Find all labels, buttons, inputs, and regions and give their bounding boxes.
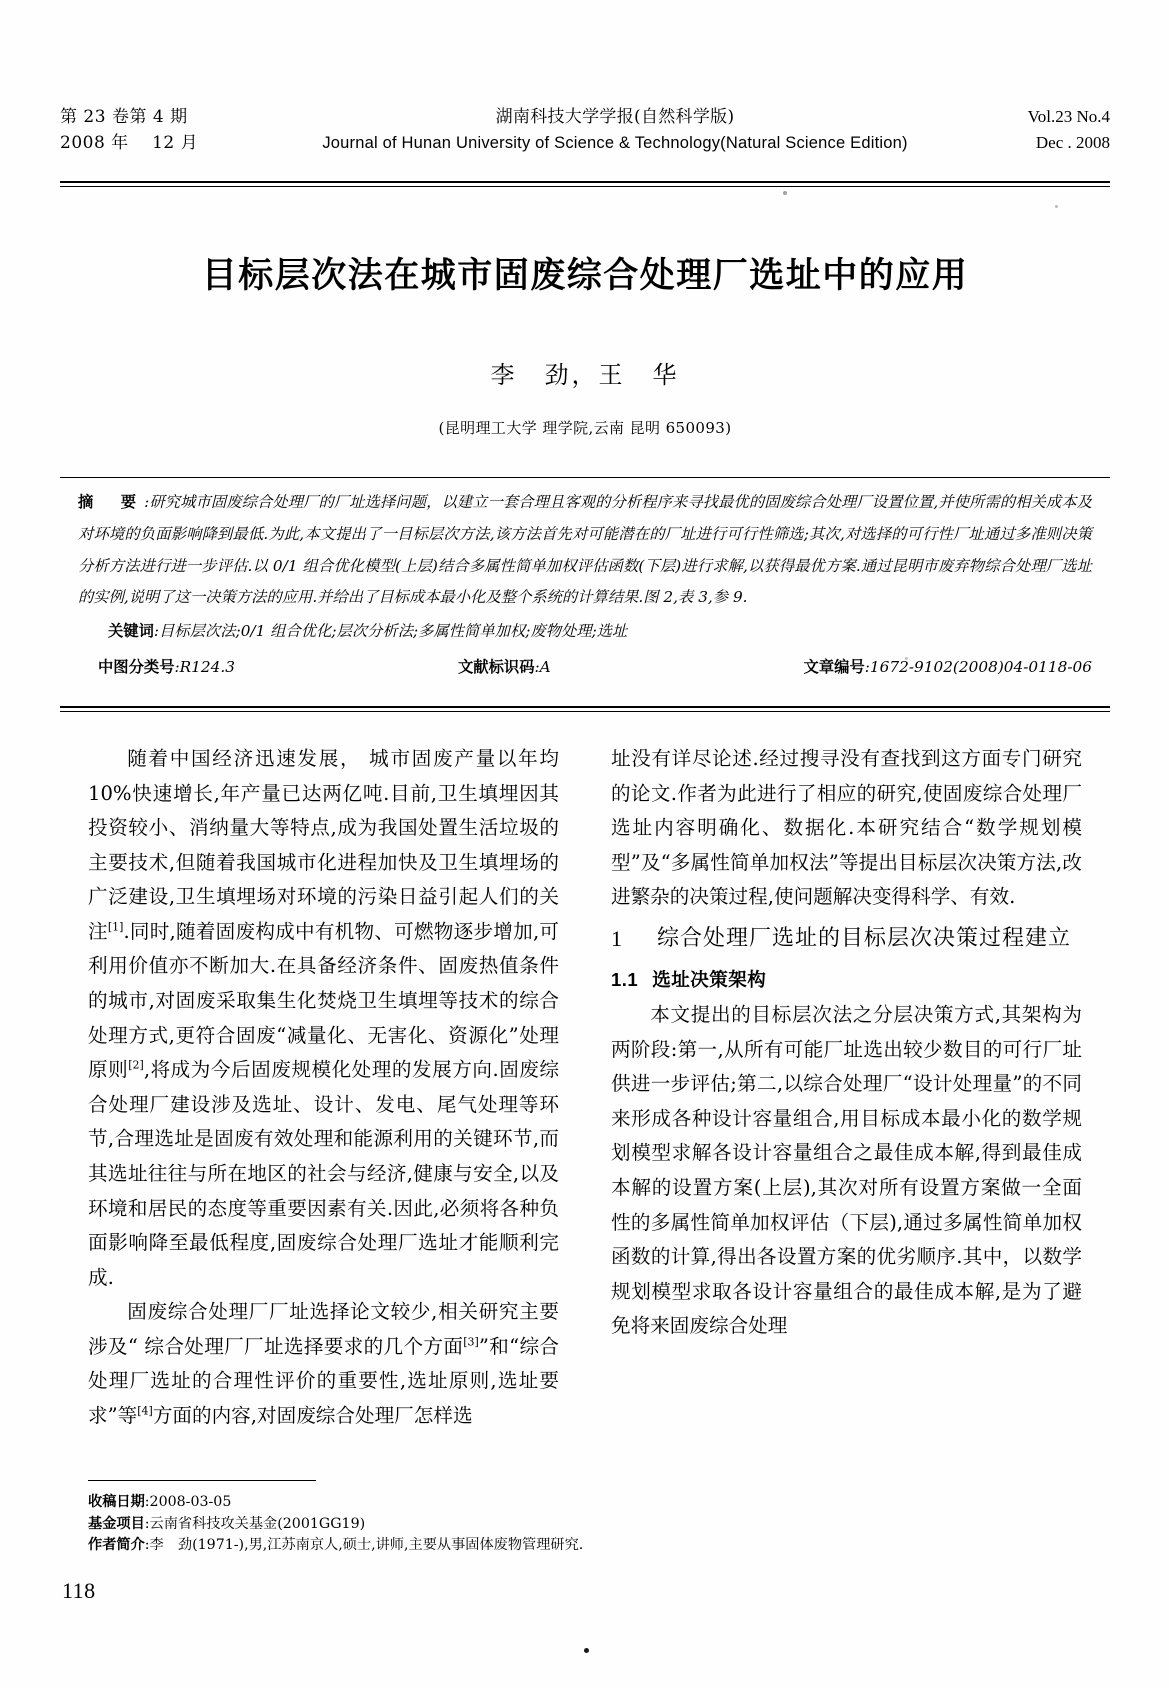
masthead-rule xyxy=(60,181,1110,187)
clc-value: :R124.3 xyxy=(174,658,235,676)
footnote-fund xyxy=(88,1514,728,1536)
scan-speck xyxy=(783,191,787,195)
section-number: 1 xyxy=(611,925,623,951)
paragraph-intro xyxy=(88,742,559,1295)
paragraph-framework: 本文提出的目标层次法之分层决策方式,其架构为两阶段:第一,从所有可能厂址选出较少数目的可行厂址供进一步评估;第二,以综合处理厂“设计处理量”的不同来形成各种设计容量组合,用目标成本最小化的数学规划模型求解各设计容量组合之最佳成本解,得到最佳成本解的设置方案(上层),其次对所有设置方案做一全面性的多属性简单加权评估（下层),通过多属性简单加权函数的计算,得出各设置方案的优劣顺序.其中，以数学规划模型求取各设计容量组合的最佳成本解,是为了避免将来固废综合处理 xyxy=(611,1003,1082,1338)
abstract-bottom-rule xyxy=(60,706,1110,712)
page-number: 118 xyxy=(62,1578,96,1603)
section-title: 综合处理厂选址的目标层次决策过程建立 xyxy=(657,925,1072,951)
metadata-row xyxy=(78,655,1092,677)
subsection-title: 选址决策架构 xyxy=(652,969,767,991)
author-list: 李 劲，王 华 xyxy=(490,361,680,389)
paragraph-related-text-a: 固废综合处理厂厂址选择论文较少,相关研究主要涉及“ 综合处理厂厂址选择要求的几个方面 xyxy=(88,1300,559,1358)
article-id-value: :1672-9102(2008)04-0118-06 xyxy=(864,658,1092,676)
abstract-top-rule xyxy=(60,477,1110,478)
citation-ref-2: [2] xyxy=(128,1058,144,1072)
fund-label: 基金项目 xyxy=(88,1515,145,1532)
scan-speck xyxy=(1055,205,1058,208)
paragraph-related-work xyxy=(88,1295,559,1433)
author-bio-value: :李 劲(1971-),男,江苏南京人,硕士,讲师,主要从事固体废物管理研究. xyxy=(144,1537,584,1554)
masthead-row-bottom xyxy=(60,130,1110,157)
volume-issue-en: Vol.23 No.4 xyxy=(1027,107,1110,126)
paragraph-intro-text-b: .同时,随着固废构成中有机物、可燃物逐步增加,可利用价值亦不断加大.在具备经济条件、固废热值条件的城市,对固废采取集生化焚烧卫生填埋等技术的综合处理方式,更符合固废“减量化、无害化、资源化”处理原则 xyxy=(88,919,560,1082)
column-left xyxy=(88,742,560,1427)
affiliation: (昆明理工大学 理学院,云南 昆明 650093) xyxy=(438,419,732,437)
footnote-block xyxy=(88,1492,728,1557)
paragraph-intro-text-c: ,将成为今后固废规模化处理的发展方向.固废综合处理厂建设涉及选址、设计、发电、尾气处理等环节,合理选址是固废有效处理和能源利用的关键环节,而其选址往往与所在地区的社会与经济,健康与安全,以及环境和居民的态度等重要因素有关.因此,必须将各种负面影响降至最低程度,固废综合处理厂选址才能顺利完成. xyxy=(88,1058,560,1289)
keywords-text: :目标层次法;0/1 组合优化;层次分析法;多属性简单加权;废物处理;选址 xyxy=(153,622,628,641)
paragraph-intro-text: 随着中国经济迅速发展， 城市固废产量以年均 10%快速增长,年产量已达两亿吨.目前,卫生填埋因其投资较小、消纳量大等特点,成为我国处置生活垃圾的主要技术,但随着我国城市化进程加快及卫生填埋场的广泛建设,卫生填埋场对环境的污染日益引起人们的关注 xyxy=(88,747,559,943)
issue-date-en: Dec . 2008 xyxy=(1035,133,1110,153)
volume-issue: 第 23 卷第 4 期 xyxy=(60,107,188,127)
masthead-row-top xyxy=(60,104,1110,130)
doc-code-label: 文献标识码 xyxy=(458,658,535,676)
clc-number xyxy=(78,655,458,677)
footnote-rule xyxy=(88,1480,316,1481)
citation-ref-4: [4] xyxy=(137,1404,153,1418)
received-label: 收稿日期 xyxy=(88,1494,145,1510)
abstract-block xyxy=(78,487,1092,648)
paragraph-related-text-b: ”和“综合处理厂选址的合理性评价的重要性,选址原则,选址要求”等 xyxy=(88,1334,559,1427)
section-heading-1 xyxy=(611,921,1082,957)
journal-title-cn: 湖南科技大学学报(自然科学版) xyxy=(495,107,735,127)
keywords-label: 关键词 xyxy=(108,622,154,641)
journal-title-en: Journal of Hunan University of Science & Technology(Natural Science Edition) xyxy=(322,134,908,153)
abstract-label: 摘 要 xyxy=(78,493,143,511)
paragraph-continuation: 址没有详尽论述.经过搜寻没有查找到这方面专门研究的论文.作者为此进行了相应的研究,使固废综合处理厂选址内容明确化、数据化.本研究结合“数学规划模型”及“多属性简单加权法”等提出目标层次决策方法,改进繁杂的决策过程,使问题解决变得科学、有效. xyxy=(611,747,1082,909)
subsection-heading-1-1 xyxy=(611,965,1082,996)
paragraph-related-text-c: 方面的内容,对固废综合处理厂怎样选 xyxy=(152,1403,473,1427)
footnote-received xyxy=(88,1492,728,1514)
abstract-text: :研究城市固废综合处理厂的厂址选择问题，以建立一套合理且客观的分析程序来寻找最优的固废综合处理厂设置位置,并使所需的相关成本及对环境的负面影响降到最低.为此,本文提出了一目标层次方法,该方法首先对可能潜在的厂址进行可行性筛选;其次,对选择的可行性厂址通过多准则决策分析方法进行进一步评估.以 0/1 组合优化模型(上层)结合多属性简单加权评估函数(下层)进行求解,以获得最优方案.通过昆明市废弃物综合处理厂选址的实例,说明了这一决策方法的应用.并给出了目标成本最小化及整个系统的计算结果.图 2,表 3,参 9. xyxy=(78,493,1092,607)
article-id-label: 文章编号 xyxy=(803,658,865,676)
printer-dot-mark xyxy=(584,1648,589,1653)
doc-code-value: :A xyxy=(534,658,551,676)
footnote-author-bio xyxy=(88,1535,728,1557)
clc-label: 中图分类号 xyxy=(98,658,175,676)
citation-ref-1: [1] xyxy=(107,920,124,934)
page-title: 目标层次法在城市固废综合处理厂选址中的应用 xyxy=(201,256,969,296)
citation-ref-3: [3] xyxy=(463,1335,479,1349)
column-right xyxy=(611,742,1082,1362)
subsection-number: 1.1 xyxy=(611,968,639,990)
document-code xyxy=(458,655,758,677)
scan-speck xyxy=(905,657,908,660)
article-id xyxy=(758,655,1092,677)
masthead xyxy=(60,104,1110,157)
author-bio-label: 作者简介 xyxy=(88,1537,145,1554)
fund-value: :云南省科技攻关基金(2001GG19) xyxy=(144,1515,366,1532)
issue-date-cn: 2008 年 12 月 xyxy=(60,133,199,154)
keywords-line xyxy=(78,616,1092,648)
body-columns xyxy=(88,742,1083,1427)
abstract-paragraph xyxy=(78,487,1092,614)
received-value: :2008-03-05 xyxy=(144,1494,232,1510)
